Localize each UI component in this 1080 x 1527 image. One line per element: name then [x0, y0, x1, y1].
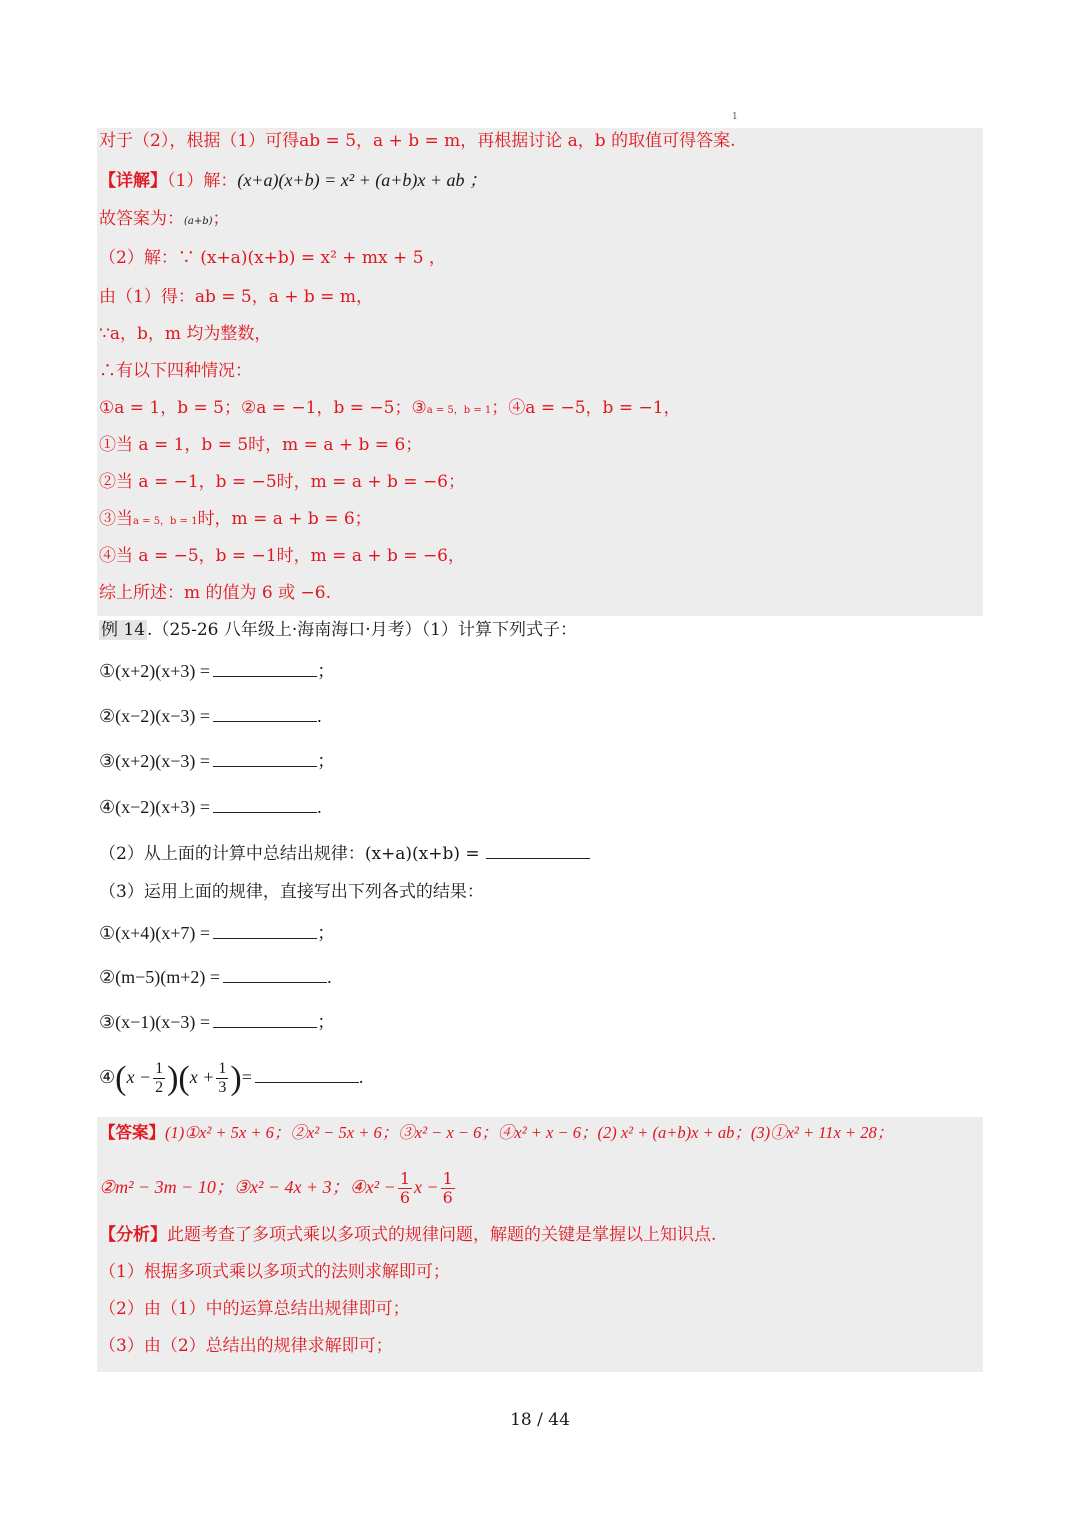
answer-blank[interactable] — [255, 1064, 359, 1083]
numerator: 1 — [442, 1169, 453, 1188]
question-text: ②(m−5)(m+2) = — [99, 967, 221, 987]
answer-blank[interactable] — [213, 920, 317, 939]
answer-text: (1)①x² + 5x + 6；②x² − 5x + 6；③x² − x − 6；④x² + x − 6；(2) x² + (a+b)x + ab；(3)①x² + 11x + 28； — [165, 1123, 894, 1142]
denominator: 6 — [442, 1188, 453, 1207]
equals: = — [241, 1067, 252, 1087]
step-line: （3）由（2）总结出的规律求解即可； — [99, 1336, 393, 1356]
question-end: ； — [317, 661, 336, 681]
numerator: 1 — [399, 1169, 410, 1188]
answer-small-formula: (a+b) — [184, 216, 213, 227]
solution-line: 对于（2），根据（1）可得ab = 5，a + b = m，再根据讨论 a，b 的取值可得答案. — [99, 131, 736, 151]
case3-post: 时，m = a + b = 6； — [197, 509, 372, 529]
case3-pre: ③当 — [99, 509, 133, 529]
question-end: . — [317, 797, 322, 817]
denominator: 2 — [155, 1079, 164, 1097]
question-text: ①(x+2)(x+3) = — [99, 661, 211, 681]
case3-small: a = 5，b = 1 — [133, 516, 198, 527]
numerator: 1 — [218, 1060, 227, 1078]
answer-blank[interactable] — [213, 1009, 317, 1028]
question-text: ③(x+2)(x−3) = — [99, 751, 211, 771]
question-end: ； — [317, 751, 336, 771]
analysis-text: 此题考查了多项式乘以多项式的规律问题，解题的关键是掌握以上知识点. — [167, 1225, 717, 1245]
cases-line — [99, 396, 681, 423]
case3-line — [99, 507, 372, 534]
question-text: ③(x−1)(x−3) = — [99, 1012, 211, 1032]
answer-blank[interactable] — [486, 840, 590, 859]
answer-blank[interactable] — [213, 658, 317, 677]
question-1-2 — [99, 703, 322, 728]
cases-small: a = 5，b = 1 — [426, 405, 492, 416]
fraction — [398, 1170, 412, 1207]
solution-detail-line — [99, 168, 487, 193]
solution-line: （2）解：∵ (x+a)(x+b) = x² + mx + 5 ， — [99, 248, 446, 268]
example-heading: .（25-26 八年级上·海南海口·月考）（1）计算下列式子： — [147, 620, 577, 640]
question-2 — [99, 840, 590, 866]
answer-blank[interactable] — [213, 703, 317, 722]
answer-blank[interactable] — [213, 748, 317, 767]
cases-text-b: ；④a = −5，b = −1， — [491, 398, 681, 418]
question-end: . — [358, 1067, 364, 1087]
detail-tag: 【详解】 — [99, 171, 167, 191]
question-3-4: ④(x − $\frac{1}{2}$ )(x + $\frac{1}{3}$ )= . — [99, 1059, 364, 1097]
question-end: ； — [317, 923, 336, 943]
answer-line-1 — [99, 1121, 893, 1145]
term-text: x + — [189, 1067, 215, 1087]
question-text: ①(x+4)(x+7) = — [99, 923, 211, 943]
question-end: . — [327, 967, 332, 987]
question-1-4 — [99, 794, 322, 819]
question-3-3 — [99, 1009, 335, 1034]
analysis-tag: 【分析】 — [99, 1225, 167, 1245]
solution-line: ②当 a = −1，b = −5时，m = a + b = −6； — [99, 472, 465, 492]
detail-formula: (x+a)(x+b) = x² + (a+b)x + ab ； — [237, 170, 488, 190]
solution-line: ∵a，b，m 均为整数， — [99, 324, 272, 344]
answer-text: ②m² − 3m − 10；③x² − 4x + 3；④x² − — [99, 1177, 396, 1197]
step-line: （2）由（1）中的运算总结出规律即可； — [99, 1299, 410, 1319]
fraction — [441, 1170, 455, 1207]
question-1-3 — [99, 748, 335, 773]
answer-blank[interactable] — [223, 964, 327, 983]
question-end: . — [317, 706, 322, 726]
cases-text-a: ①a = 1，b = 5；②a = −1，b = −5；③ — [99, 398, 427, 418]
denominator: 6 — [399, 1188, 410, 1207]
denominator: 3 — [218, 1079, 227, 1097]
example-title — [99, 618, 577, 642]
question-prefix: ④ — [99, 1067, 116, 1087]
question-text: （2）从上面的计算中总结出规律：(x+a)(x+b) = — [99, 844, 480, 864]
answer-text: x − — [414, 1177, 439, 1197]
conclusion-line: 综上所述：m 的值为 6 或 −6. — [99, 583, 332, 603]
numerator: 1 — [155, 1060, 164, 1078]
example-badge: 例 14 — [101, 620, 146, 640]
question-1-1 — [99, 658, 335, 683]
answer-blank[interactable] — [213, 794, 317, 813]
question-text: ④(x−2)(x+3) = — [99, 797, 211, 817]
solution-line: ④当 a = −5，b = −1时，m = a + b = −6， — [99, 546, 465, 566]
question-end: ； — [317, 1012, 336, 1032]
solution-line: 由（1）得：ab = 5，a + b = m， — [99, 287, 373, 307]
answer-line — [99, 207, 230, 234]
question-3-1 — [99, 920, 335, 945]
answer-end: ； — [212, 209, 230, 229]
solution-line: ∴有以下四种情况： — [99, 361, 252, 381]
question-3: （3）运用上面的规律，直接写出下列各式的结果： — [99, 882, 484, 902]
question-text: ②(x−2)(x−3) = — [99, 706, 211, 726]
analysis-line — [99, 1223, 716, 1247]
term-text: x − — [126, 1067, 152, 1087]
step-line: （1）根据多项式乘以多项式的法则求解即可； — [99, 1262, 450, 1282]
answer-text: 故答案为： — [99, 209, 184, 229]
page-mark: 1 — [732, 112, 738, 122]
fraction — [153, 1060, 165, 1097]
detail-text: （1）解： — [167, 171, 238, 191]
solution-line: ①当 a = 1，b = 5时，m = a + b = 6； — [99, 435, 423, 455]
page-number: 18 / 44 — [510, 1410, 570, 1430]
question-3-2 — [99, 964, 332, 989]
fraction — [216, 1060, 228, 1097]
answer-tag: 【答案】 — [99, 1123, 165, 1142]
answer-line-2 — [99, 1165, 457, 1210]
